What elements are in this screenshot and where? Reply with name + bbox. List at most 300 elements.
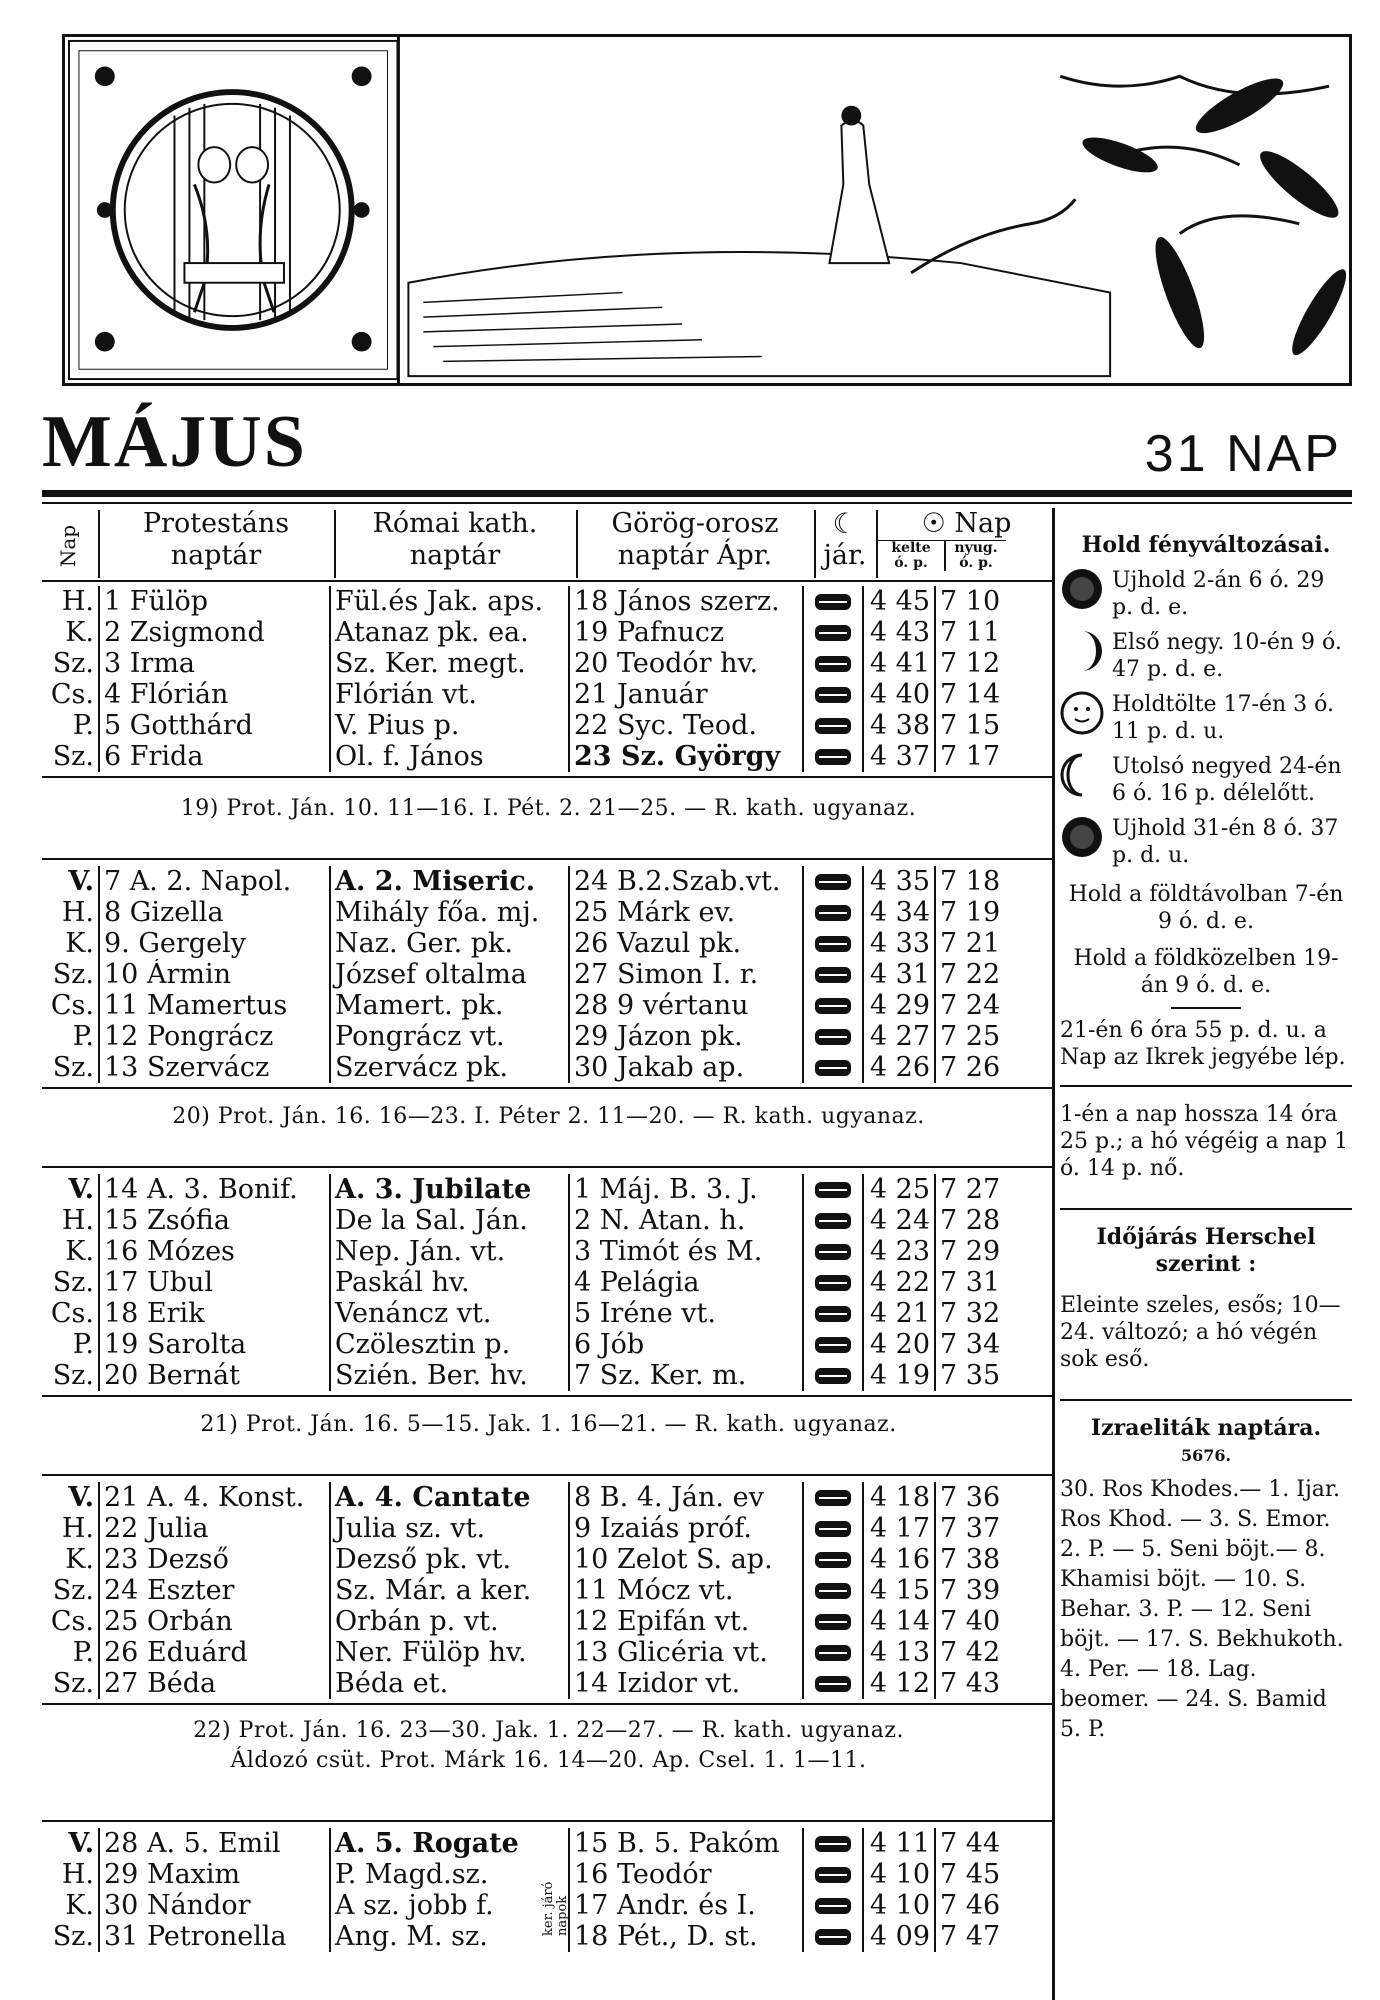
weekday-cell: K. [42, 1890, 99, 1921]
gemini-icon [813, 870, 853, 894]
roman-catholic-cell: Orbán p. vt. [330, 1606, 569, 1637]
protestant-cell: 14 A. 3. Bonif. [99, 1174, 330, 1205]
protestant-cell: 17 Ubul [99, 1267, 330, 1298]
day-row [42, 1174, 1002, 1205]
protestant-cell: 6 Frida [99, 741, 330, 772]
aries-icon [813, 1925, 853, 1949]
day-row [42, 1052, 1002, 1083]
gemini-icon [813, 901, 853, 925]
sunset-cell: 7 35 [940, 1360, 1001, 1391]
weekday-cell: Sz. [42, 1360, 99, 1391]
sunset-cell: 7 10 [940, 586, 1001, 617]
greek-orthodox-cell: 23 Sz. György [569, 741, 803, 772]
day-row [42, 1828, 1002, 1859]
header-rule [42, 580, 1055, 582]
header-nap [42, 508, 94, 580]
greek-orthodox-cell: 26 Vazul pk. [569, 928, 803, 959]
sunrise-cell: 4 20 [863, 1329, 935, 1360]
greek-orthodox-cell: 20 Teodór hv. [569, 648, 803, 679]
greek-orthodox-cell: 24 B.2.Szab.vt. [569, 866, 803, 897]
virgo-icon [813, 1209, 853, 1233]
greek-orthodox-cell: 14 Izidor vt. [569, 1668, 803, 1699]
protestant-cell: 16 Mózes [99, 1236, 330, 1267]
day-row [42, 1329, 1002, 1360]
day-row [42, 1890, 1002, 1921]
moon-sign-cell [803, 1859, 863, 1890]
moon-sign-cell [803, 1236, 863, 1267]
sunrise-cell: 4 33 [863, 928, 935, 959]
greek-orthodox-cell: 7 Sz. Ker. m. [569, 1360, 803, 1391]
roman-catholic-cell: Nep. Ján. vt. [330, 1236, 569, 1267]
moon-sign-cell [803, 1513, 863, 1544]
weekday-cell: K. [42, 1236, 99, 1267]
pisces-icon [813, 621, 853, 645]
greek-orthodox-cell: 18 Pét., D. st. [569, 1921, 803, 1952]
protestant-cell: 7 A. 2. Napol. [99, 866, 330, 897]
sunrise-cell: 4 23 [863, 1236, 935, 1267]
sunset-cell: 7 40 [940, 1606, 1001, 1637]
weekday-cell: K. [42, 928, 99, 959]
greek-orthodox-cell: 27 Simon I. r. [569, 959, 803, 990]
week-rule [42, 1703, 1055, 1705]
capricorn-icon [813, 1548, 853, 1572]
sunset-cell: 7 19 [940, 897, 1001, 928]
sunset-cell: 7 24 [940, 990, 1001, 1021]
week-table [42, 586, 1002, 772]
greek-orthodox-cell: 12 Epifán vt. [569, 1606, 803, 1637]
moon-sign-cell [803, 1606, 863, 1637]
protestant-cell: 25 Orbán [99, 1606, 330, 1637]
weekday-cell: K. [42, 1544, 99, 1575]
header-sun-label: Nap [954, 508, 1012, 539]
header-rise-line2: ó. p. [894, 555, 928, 571]
protestant-cell: 20 Bernát [99, 1360, 330, 1391]
month-title: MÁJUS [42, 401, 307, 483]
aries-icon [813, 683, 853, 707]
moon-sign-cell [803, 1575, 863, 1606]
greek-orthodox-cell: 10 Zelot S. ap. [569, 1544, 803, 1575]
day-row [42, 1298, 1002, 1329]
pisces-icon [813, 590, 853, 614]
roman-catholic-cell: A sz. jobb f. [330, 1890, 569, 1921]
greek-orthodox-cell: 22 Syc. Teod. [569, 710, 803, 741]
moon-phases-title: Hold fényváltozásai. [1081, 532, 1331, 558]
sunset-cell: 7 27 [940, 1174, 1001, 1205]
first-quarter-icon [1060, 629, 1104, 673]
sunset-cell: 7 37 [940, 1513, 1001, 1544]
header-nap-label: Nap [56, 524, 80, 568]
jewish-calendar-year: 5676. [1180, 1446, 1232, 1465]
weekday-cell: Sz. [42, 1267, 99, 1298]
jewish-calendar-text: 30. Ros Khodes.— 1. Ijar. Ros Khod. — 3. S. Emor. 2. P. — 5. Seni böjt.— 8. Khamisi böjt. — 10. S. Behar. 3. P. — 12. Seni böjt. — 17. S. Bekhukoth. 4. Per. — 18. Lag. beomer. — 24. S. Bamid 5. P. [1060, 1477, 1344, 1742]
roman-catholic-cell: Szervácz pk. [330, 1052, 569, 1083]
roman-catholic-cell: Mamert. pk. [330, 990, 569, 1021]
sunset-cell: 7 44 [940, 1828, 1001, 1859]
sunrise-cell: 4 24 [863, 1205, 935, 1236]
greek-orthodox-cell: 30 Jakab ap. [569, 1052, 803, 1083]
day-row [42, 1668, 1002, 1699]
moon-phases-list [1060, 567, 1352, 869]
weekday-cell: H. [42, 586, 99, 617]
weekday-cell: Sz. [42, 959, 99, 990]
day-row [42, 1482, 1002, 1513]
perigee-note: Hold a földközelben 19-án 9 ó. d. e. [1073, 946, 1339, 998]
weekday-cell: H. [42, 1859, 99, 1890]
weekday-cell: Sz. [42, 1668, 99, 1699]
sunrise-cell: 4 45 [863, 586, 935, 617]
header-greek [578, 508, 812, 580]
day-row [42, 1267, 1002, 1298]
greek-orthodox-cell: 13 Glicéria vt. [569, 1637, 803, 1668]
greek-orthodox-cell: 11 Mócz vt. [569, 1575, 803, 1606]
title-rule-thin [42, 502, 1352, 504]
weekday-cell: V. [42, 1174, 99, 1205]
greek-orthodox-cell: 29 Jázon pk. [569, 1021, 803, 1052]
apogee-note: Hold a földtávolban 7-én 9 ó. d. e. [1068, 882, 1344, 934]
weekday-cell: K. [42, 617, 99, 648]
day-row [42, 1544, 1002, 1575]
capricorn-icon [813, 1610, 853, 1634]
pisces-icon [813, 1863, 853, 1887]
day-row [42, 1513, 1002, 1544]
moon-sign-cell [803, 897, 863, 928]
sunset-cell: 7 32 [940, 1298, 1001, 1329]
sunset-cell: 7 22 [940, 959, 1001, 990]
protestant-cell: 8 Gizella [99, 897, 330, 928]
sunset-cell: 7 34 [940, 1329, 1001, 1360]
protestant-cell: 26 Eduárd [99, 1637, 330, 1668]
day-row [42, 990, 1002, 1021]
header-illustration [62, 34, 1352, 386]
roman-catholic-cell: A. 5. Rogate [330, 1828, 569, 1859]
roman-catholic-cell: De la Sal. Ján. [330, 1205, 569, 1236]
roman-catholic-cell: Atanaz pk. ea. [330, 617, 569, 648]
sunset-cell: 7 31 [940, 1267, 1001, 1298]
roman-catholic-cell: Ol. f. János [330, 741, 569, 772]
sidebar [1060, 508, 1352, 1745]
moon-sign-cell [803, 990, 863, 1021]
weekday-cell: Cs. [42, 990, 99, 1021]
moon-sign-cell [803, 1298, 863, 1329]
weekday-cell: P. [42, 1637, 99, 1668]
moon-sign-cell [803, 1205, 863, 1236]
roman-catholic-cell: Dezső pk. vt. [330, 1544, 569, 1575]
sunset-cell: 7 45 [940, 1859, 1001, 1890]
greek-orthodox-cell: 3 Timót és M. [569, 1236, 803, 1267]
sunset-cell: 7 26 [940, 1052, 1001, 1083]
sunrise-cell: 4 22 [863, 1267, 935, 1298]
roman-catholic-cell: Julia sz. vt. [330, 1513, 569, 1544]
sunrise-cell: 4 21 [863, 1298, 935, 1329]
week-table [42, 866, 1002, 1083]
header-set-line1: nyug. [954, 540, 998, 556]
sunrise-cell: 4 18 [863, 1482, 935, 1513]
weekday-cell: Sz. [42, 648, 99, 679]
day-row [42, 1921, 1002, 1952]
header-sun [878, 508, 1055, 580]
sunrise-cell: 4 29 [863, 990, 935, 1021]
protestant-cell: 5 Gotthárd [99, 710, 330, 741]
weekday-cell: P. [42, 1021, 99, 1052]
moon-sign-cell [803, 1921, 863, 1952]
weekday-cell: Cs. [42, 1606, 99, 1637]
greek-orthodox-cell: 15 B. 5. Pakóm [569, 1828, 803, 1859]
week-rule [42, 1395, 1055, 1397]
moon-sign-cell [803, 1021, 863, 1052]
weekday-cell: V. [42, 1828, 99, 1859]
moon-phase-text: Első negy. 10-én 9 ó. 47 p. d. e. [1112, 630, 1342, 682]
moon-sign-cell [803, 1828, 863, 1859]
header-roman [336, 508, 574, 580]
day-row [42, 1360, 1002, 1391]
roman-catholic-cell: Mihály főa. mj. [330, 897, 569, 928]
roman-catholic-cell: Pongrácz vt. [330, 1021, 569, 1052]
aquarius-icon [813, 1641, 853, 1665]
greek-orthodox-cell: 6 Jób [569, 1329, 803, 1360]
roman-catholic-cell: Flórián vt. [330, 679, 569, 710]
moon-sign-cell [803, 1052, 863, 1083]
scripture-reading-note: 19) Prot. Ján. 10. 11—16. I. Pét. 2. 21—25. — R. kath. ugyanaz. [180, 796, 917, 821]
full-moon-icon [1060, 691, 1104, 735]
sunset-cell: 7 21 [940, 928, 1001, 959]
taurus-icon [813, 745, 853, 769]
sunrise-cell: 4 09 [863, 1921, 935, 1952]
sunset-cell: 7 42 [940, 1637, 1001, 1668]
protestant-cell: 12 Pongrácz [99, 1021, 330, 1052]
scripture-reading-note: 21) Prot. Ján. 16. 5—15. Jak. 1. 16—21. — R. kath. ugyanaz. [200, 1412, 897, 1437]
day-length-note: 1-én a nap hossza 14 óra 25 p.; a hó végéig a nap 1 ó. 14 p. nő. [1060, 1102, 1349, 1181]
header-greek-line2: naptár Ápr. [617, 540, 773, 571]
weekday-cell: Sz. [42, 1575, 99, 1606]
protestant-cell: 2 Zsigmond [99, 617, 330, 648]
protestant-cell: 18 Erik [99, 1298, 330, 1329]
roman-catholic-cell: Sz. Már. a ker. [330, 1575, 569, 1606]
sunrise-cell: 4 19 [863, 1360, 935, 1391]
sunrise-cell: 4 15 [863, 1575, 935, 1606]
weekday-cell: Sz. [42, 741, 99, 772]
moon-sign-cell [803, 1267, 863, 1298]
libra-icon [813, 1240, 853, 1264]
header-moon [816, 508, 874, 580]
protestant-cell: 29 Maxim [99, 1859, 330, 1890]
day-row [42, 928, 1002, 959]
day-row [42, 710, 1002, 741]
aquarius-icon [813, 1672, 853, 1696]
weekday-cell: H. [42, 1513, 99, 1544]
sagittarius-icon [813, 1486, 853, 1510]
weekday-cell: P. [42, 710, 99, 741]
day-row [42, 679, 1002, 710]
sunrise-cell: 4 43 [863, 617, 935, 648]
weekday-cell: H. [42, 1205, 99, 1236]
moon-phase-item [1060, 629, 1352, 683]
cancer-icon [813, 963, 853, 987]
illustration-art [65, 37, 1349, 383]
week-table [42, 1828, 1002, 1952]
roman-catholic-cell: Venáncz vt. [330, 1298, 569, 1329]
week-rule [42, 858, 1055, 860]
sunrise-cell: 4 31 [863, 959, 935, 990]
day-row [42, 741, 1002, 772]
sunset-cell: 7 47 [940, 1921, 1001, 1952]
roman-catholic-cell: Sz. Ker. megt. [330, 648, 569, 679]
protestant-cell: 1 Fülöp [99, 586, 330, 617]
week-table [42, 1174, 1002, 1391]
weekday-cell: P. [42, 1329, 99, 1360]
roman-catholic-cell: A. 3. Jubilate [330, 1174, 569, 1205]
last-quarter-icon [1060, 753, 1104, 797]
moon-phase-item [1060, 691, 1352, 745]
greek-orthodox-cell: 1 Máj. B. 3. J. [569, 1174, 803, 1205]
weekday-cell: Cs. [42, 679, 99, 710]
sunset-cell: 7 46 [940, 1890, 1001, 1921]
greek-orthodox-cell: 19 Pafnucz [569, 617, 803, 648]
moon-sign-cell [803, 959, 863, 990]
header-protestant-line1: Protestáns [142, 508, 290, 539]
sunset-cell: 7 12 [940, 648, 1001, 679]
roman-catholic-cell: Béda et. [330, 1668, 569, 1699]
sunrise-cell: 4 12 [863, 1668, 935, 1699]
day-row [42, 866, 1002, 897]
sunrise-cell: 4 34 [863, 897, 935, 928]
moon-sign-cell [803, 1482, 863, 1513]
greek-orthodox-cell: 9 Izaiás próf. [569, 1513, 803, 1544]
sunrise-cell: 4 11 [863, 1828, 935, 1859]
taurus-icon [813, 714, 853, 738]
moon-sign-cell [803, 617, 863, 648]
moon-phase-item [1060, 753, 1352, 807]
moon-sign-cell [803, 866, 863, 897]
roman-catholic-cell: Szién. Ber. hv. [330, 1360, 569, 1391]
rogation-days-note: ker. járó napok [541, 1881, 570, 1936]
scorpio-icon [813, 1302, 853, 1326]
libra-icon [813, 1271, 853, 1295]
greek-orthodox-cell: 28 9 vértanu [569, 990, 803, 1021]
sunrise-cell: 4 16 [863, 1544, 935, 1575]
roman-catholic-cell: A. 2. Miseric. [330, 866, 569, 897]
protestant-cell: 31 Petronella [99, 1921, 330, 1952]
moon-phase-text: Utolsó negyed 24-én 6 ó. 16 p. délelőtt. [1112, 754, 1342, 806]
weekday-cell: Sz. [42, 1052, 99, 1083]
weekday-cell: Sz. [42, 1921, 99, 1952]
moon-sign-cell [803, 1544, 863, 1575]
day-row [42, 1021, 1002, 1052]
protestant-cell: 19 Sarolta [99, 1329, 330, 1360]
sunset-cell: 7 36 [940, 1482, 1001, 1513]
sunset-cell: 7 25 [940, 1021, 1001, 1052]
roman-catholic-cell: Paskál hv. [330, 1267, 569, 1298]
protestant-cell: 27 Béda [99, 1668, 330, 1699]
day-row [42, 959, 1002, 990]
sunrise-cell: 4 17 [863, 1513, 935, 1544]
protestant-cell: 3 Irma [99, 648, 330, 679]
scripture-reading-note: Áldozó csüt. Prot. Márk 16. 14—20. Ap. Csel. 1. 1—11. [230, 1748, 867, 1773]
roman-catholic-cell: József oltalma [330, 959, 569, 990]
weekday-cell: Cs. [42, 1298, 99, 1329]
sunset-cell: 7 43 [940, 1668, 1001, 1699]
leo-icon [813, 1025, 853, 1049]
sunrise-cell: 4 26 [863, 1052, 935, 1083]
day-row [42, 1236, 1002, 1267]
roman-catholic-cell: P. Magd.sz. [330, 1859, 569, 1890]
divider [1060, 1399, 1352, 1401]
greek-orthodox-cell: 17 Andr. és I. [569, 1890, 803, 1921]
greek-orthodox-cell: 5 Iréne vt. [569, 1298, 803, 1329]
greek-orthodox-cell: 8 B. 4. Ján. ev [569, 1482, 803, 1513]
week-rule [42, 1166, 1055, 1168]
sagittarius-icon [813, 1517, 853, 1541]
greek-orthodox-cell: 18 János szerz. [569, 586, 803, 617]
new-moon-icon [1060, 567, 1104, 611]
day-row [42, 1575, 1002, 1606]
month-day-count: 31 NAP [1144, 425, 1342, 483]
moon-sign-cell [803, 1360, 863, 1391]
weekday-cell: V. [42, 1482, 99, 1513]
sunrise-cell: 4 27 [863, 1021, 935, 1052]
sunrise-cell: 4 37 [863, 741, 935, 772]
week-rule [42, 776, 1055, 778]
header-greek-line1: Görög-orosz [611, 508, 779, 539]
moon-sign-cell [803, 928, 863, 959]
roman-catholic-cell: V. Pius p. [330, 710, 569, 741]
weekday-cell: H. [42, 897, 99, 928]
protestant-cell: 10 Ármin [99, 959, 330, 990]
header-rise-line1: kelte [891, 540, 931, 556]
moon-sign-cell [803, 741, 863, 772]
sunset-cell: 7 17 [940, 741, 1001, 772]
header-protestant [100, 508, 332, 580]
pisces-icon [813, 1894, 853, 1918]
moon-phase-item [1060, 815, 1352, 869]
sunset-cell: 7 28 [940, 1205, 1001, 1236]
jewish-calendar-title: Izraeliták naptára. [1090, 1415, 1322, 1441]
roman-catholic-cell: Ner. Fülöp hv. [330, 1637, 569, 1668]
sunset-cell: 7 11 [940, 617, 1001, 648]
day-row [42, 1637, 1002, 1668]
divider [1060, 1208, 1352, 1210]
roman-catholic-cell: Naz. Ger. pk. [330, 928, 569, 959]
moon-sign-cell [803, 710, 863, 741]
cancer-icon [813, 932, 853, 956]
protestant-cell: 11 Mamertus [99, 990, 330, 1021]
sunset-cell: 7 18 [940, 866, 1001, 897]
day-row [42, 1859, 1002, 1890]
moon-sign-cell [803, 586, 863, 617]
sunrise-cell: 4 35 [863, 866, 935, 897]
leo-icon [813, 994, 853, 1018]
weekday-cell: V. [42, 866, 99, 897]
day-row [42, 648, 1002, 679]
greek-orthodox-cell: 25 Márk ev. [569, 897, 803, 928]
weather-text: Eleinte szeles, esős; 10—24. változó; a hó végén sok eső. [1060, 1293, 1341, 1372]
sunrise-cell: 4 10 [863, 1890, 935, 1921]
protestant-cell: 9. Gergely [99, 928, 330, 959]
scorpio-icon [813, 1333, 853, 1357]
protestant-cell: 24 Eszter [99, 1575, 330, 1606]
sunrise-cell: 4 10 [863, 1859, 935, 1890]
day-row [42, 897, 1002, 928]
sunset-cell: 7 38 [940, 1544, 1001, 1575]
greek-orthodox-cell: 4 Pelágia [569, 1267, 803, 1298]
roman-catholic-cell: A. 4. Cantate [330, 1482, 569, 1513]
header-roman-line2: naptár [409, 540, 501, 571]
greek-orthodox-cell: 21 Január [569, 679, 803, 710]
moon-sign-cell [803, 648, 863, 679]
weather-title: Időjárás Herschel szerint : [1096, 1224, 1316, 1277]
sunrise-cell: 4 25 [863, 1174, 935, 1205]
week-rule [42, 1820, 1055, 1822]
sunset-cell: 7 39 [940, 1575, 1001, 1606]
